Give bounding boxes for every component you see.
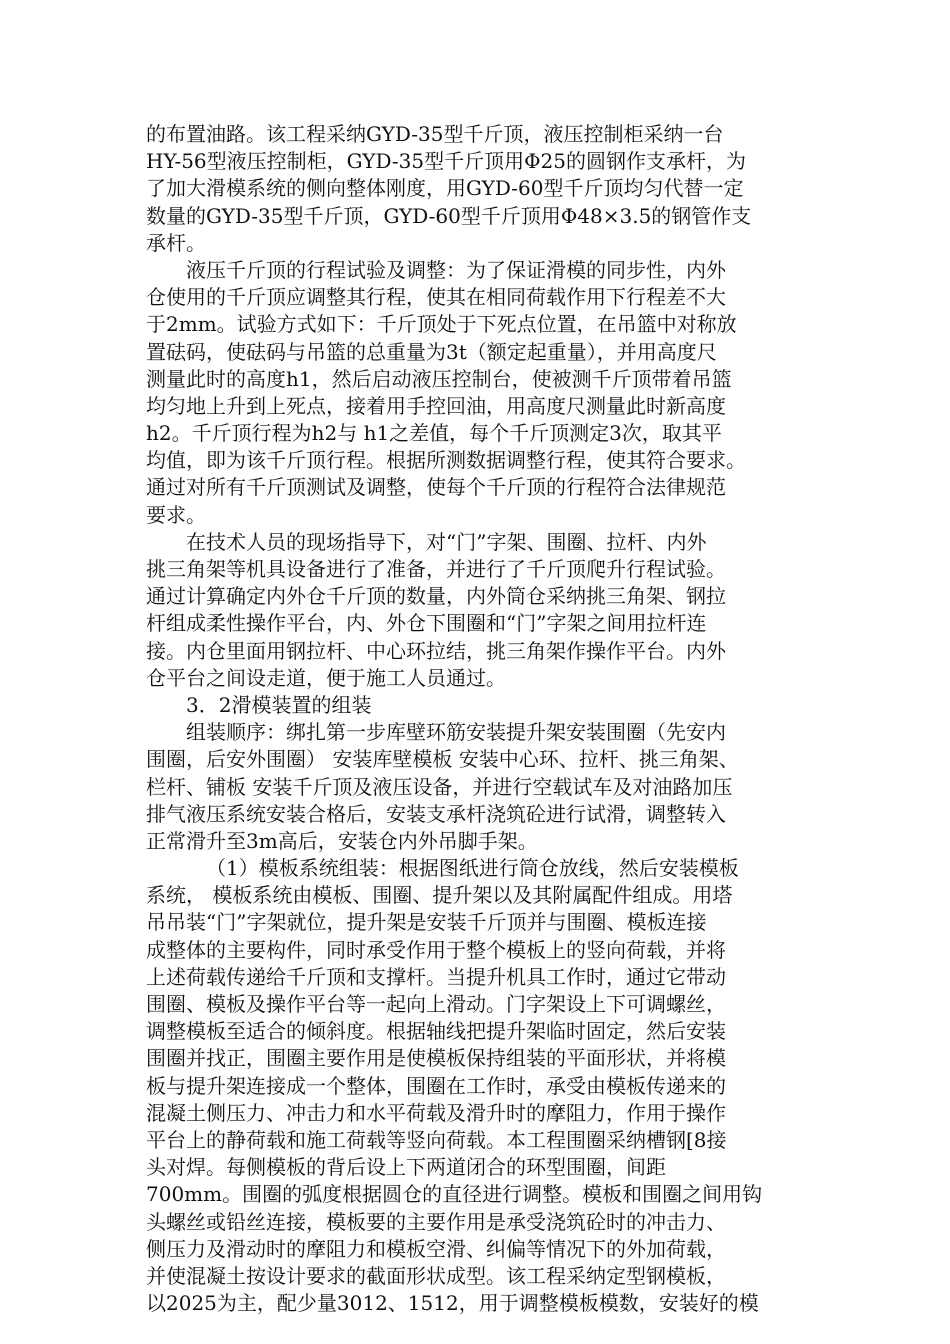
paragraph-jack-stroke-test: [146, 257, 812, 529]
text-line: 数量的GYD-35型千斤顶，GYD-60型千斤顶用Φ48×3.5的钢管作支: [146, 203, 752, 228]
text-line: 在技术人员的现场指导下，对“门”字架、围圈、拉杆、内外: [186, 529, 707, 554]
text-line: 平台上的静荷载和施工荷载等竖向荷载。本工程围圈采纳槽钢[8接: [146, 1127, 727, 1152]
text-line: 液压千斤顶的行程试验及调整：为了保证滑模的同步性，内外: [186, 257, 726, 282]
text-line: 调整模板至适合的倾斜度。根据轴线把提升架临时固定，然后安装: [146, 1019, 726, 1044]
text-line: 均值，即为该千斤顶行程。根据所测数据调整行程，使其符合要求。: [146, 448, 746, 473]
document-body: [146, 121, 812, 1317]
text-line: 头对焊。每侧模板的背后设上下两道闭合的环型围圈，间距: [146, 1155, 666, 1180]
text-line: 围圈、模板及操作平台等一起向上滑动。门字架设上下可调螺丝，: [146, 992, 726, 1016]
text-line: 测量此时的高度h1，然后启动液压控制台，使被测千斤顶带着吊篮: [146, 366, 732, 391]
text-line: 正常滑升至3m高后，安装仓内外吊脚手架。: [146, 828, 538, 853]
text-line: 接。内仓里面用钢拉杆、中心环拉结，挑三角架作操作平台。内外: [146, 638, 726, 663]
text-line: 上述荷载传递给千斤顶和支撑杆。当提升机具工作时，通过它带动: [146, 964, 726, 989]
text-line: 以2025为主，配少量3012、1512，用于调整模板模数，安装好的模: [146, 1291, 759, 1316]
text-line: （1）模板系统组装：根据图纸进行筒仓放线，然后安装模板: [206, 856, 739, 881]
text-line: 混凝土侧压力、冲击力和水平荷载及滑升时的摩阻力，作用于操作: [146, 1100, 726, 1125]
text-line: 吊吊装“门”字架就位，提升架是安装千斤顶并与围圈、模板连接: [146, 910, 707, 935]
text-line: 仓使用的千斤顶应调整其行程，使其在相同荷载作用下行程差不大: [146, 285, 726, 310]
text-line: HY-56型液压控制柜，GYD-35型千斤顶用Φ25的圆钢作支承杆，为: [146, 149, 746, 174]
text-line: 了加大滑模系统的侧向整体刚度，用GYD-60型千斤顶均匀代替一定: [146, 176, 744, 201]
text-line: 于2mm。试验方式如下：千斤顶处于下死点位置，在吊篮中对称放: [146, 312, 737, 337]
text-line: 要求。: [146, 502, 206, 527]
text-line: 杆组成柔性操作平台，内、外仓下围圈和“门”字架之间用拉杆连: [146, 611, 707, 636]
text-line: 头螺丝或铅丝连接，模板要的主要作用是承受浇筑砼时的冲击力、: [146, 1209, 726, 1234]
text-line: 通过对所有千斤顶测试及调整，使每个千斤顶的行程符合法律规范: [146, 475, 726, 500]
section-heading: [146, 692, 812, 719]
section-title: 3．2滑模装置的组装: [186, 692, 372, 717]
text-line: 围圈并找正，围圈主要作用是使模板保持组装的平面形状，并将模: [146, 1046, 726, 1071]
text-line: 通过计算确定内外仓千斤顶的数量，内外筒仓采纳挑三角架、钢拉: [146, 584, 726, 609]
text-line: 成整体的主要构件，同时承受作用于整个模板上的竖向荷载，并将: [146, 937, 726, 962]
paragraph-formwork-system: [146, 855, 812, 1317]
text-line: 置砝码，使砝码与吊篮的总重量为3t（额定起重量），并用高度尺: [146, 339, 717, 364]
text-line: 系统， 模板系统由模板、围圈、提升架以及其附属配件组成。用塔: [146, 883, 733, 908]
text-line: 排气液压系统安装合格后，安装支承杆浇筑砼进行试滑，调整转入: [146, 801, 726, 826]
text-line: h2。千斤顶行程为h2与 h1之差值，每个千斤顶测定3次，取其平: [146, 421, 722, 446]
text-line: 组装顺序：绑扎第一步库壁环筋安装提升架安装围圈（先安内: [186, 720, 726, 745]
text-line: 板与提升架连接成一个整体，围圈在工作时，承受由模板传递来的: [146, 1073, 726, 1098]
text-line: 承杆。: [146, 230, 206, 255]
paragraph-assembly-order: [146, 719, 812, 855]
text-line: 栏杆、铺板 安装千斤顶及液压设备，并进行空载试车及对油路加压: [146, 774, 733, 799]
paragraph-equipment-prep: [146, 529, 812, 692]
text-line: 并使混凝土按设计要求的截面形状成型。该工程采纳定型钢模板，: [146, 1263, 726, 1288]
text-line: 围圈，后安外围圈） 安装库壁模板 安装中心环、拉杆、挑三角架、: [146, 747, 739, 772]
text-line: 侧压力及滑动时的摩阻力和模板空滑、纠偏等情况下的外加荷载，: [146, 1236, 726, 1261]
paragraph-jack-oil-circuit: [146, 121, 812, 257]
text-line: 均匀地上升到上死点，接着用手控回油，用高度尺测量此时新高度: [146, 393, 726, 418]
text-line: 的布置油路。该工程采纳GYD-35型千斤顶，液压控制柜采纳一台: [146, 122, 724, 146]
text-line: 700mm。围圈的弧度根据圆仓的直径进行调整。模板和围圈之间用钩: [146, 1182, 763, 1207]
text-line: 挑三角架等机具设备进行了准备，并进行了千斤顶爬升行程试验。: [146, 557, 726, 581]
text-line: 仓平台之间设走道，便于施工人员通过。: [146, 665, 506, 690]
